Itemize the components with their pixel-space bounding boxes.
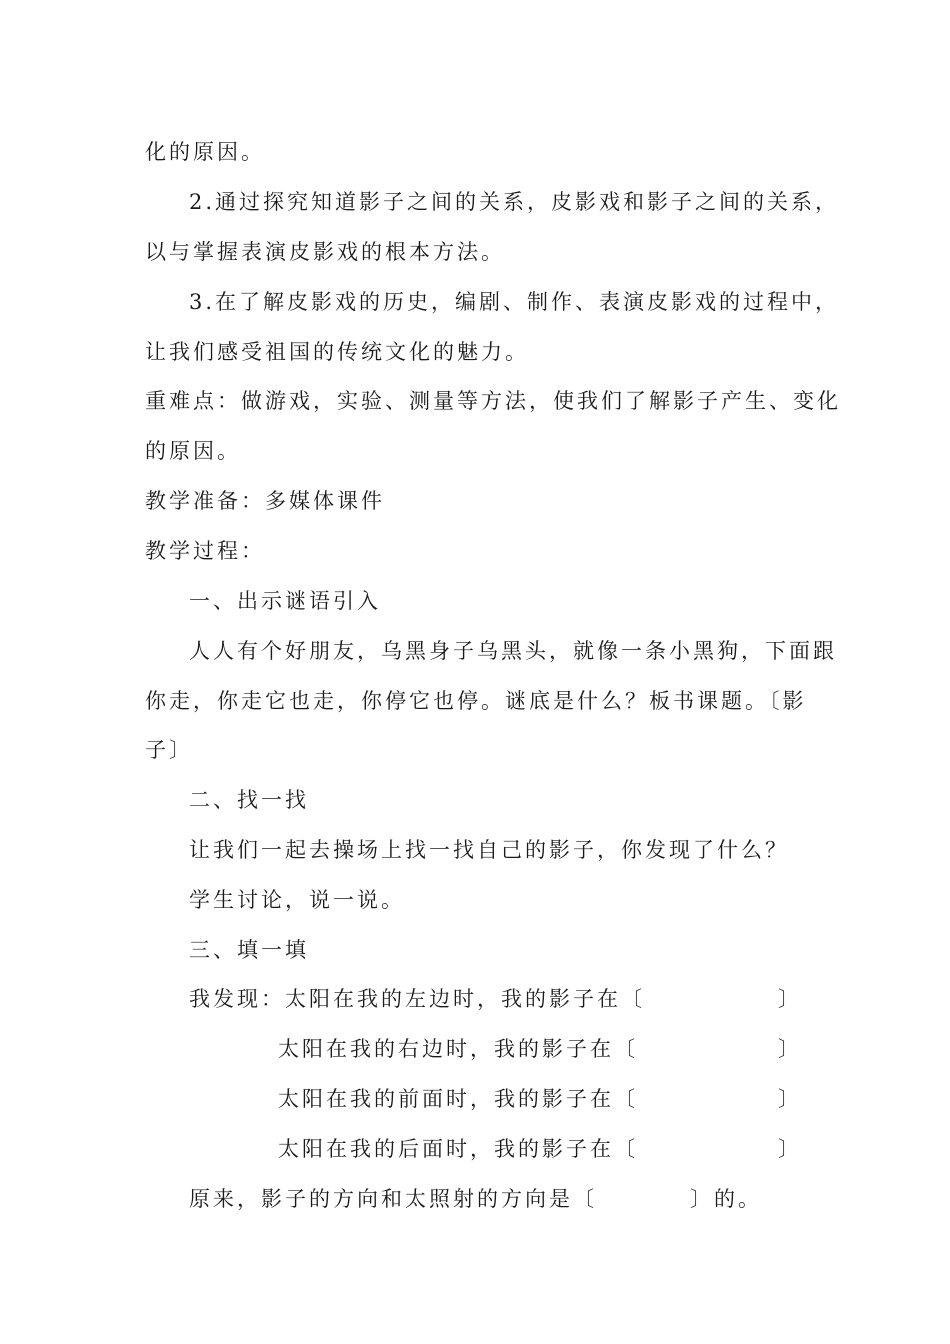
objective-item-2-line-1: 2.通过探究知道影子之间的关系，皮影戏和影子之间的关系，	[189, 190, 840, 214]
section-3-heading: 三、填一填	[189, 938, 309, 962]
riddle-line-2: 你走，你走它也走，你停它也停。谜底是什么？板书课题。〔影	[145, 689, 807, 713]
teaching-preparation: 教学准备：多媒体课件	[145, 489, 385, 513]
riddle-line-1: 人人有个好朋友，乌黑身子乌黑头，就像一条小黑狗，下面跟	[189, 639, 837, 663]
riddle-line-3: 子〕	[145, 738, 193, 762]
fill-blank-back-close: 〕	[778, 1137, 802, 1161]
key-points-line-2: 的原因。	[145, 439, 241, 463]
conclusion-end: 〕的。	[690, 1187, 762, 1211]
section-2-heading: 二、找一找	[189, 788, 309, 812]
section-2-discussion: 学生讨论，说一说。	[189, 888, 405, 912]
section-2-question: 让我们一起去操场上找一找自己的影子，你发现了什么？	[189, 838, 789, 862]
fill-blank-right: 太阳在我的右边时，我的影子在〔	[278, 1037, 638, 1061]
fill-blank-front: 太阳在我的前面时，我的影子在〔	[278, 1087, 638, 1111]
fill-blank-back: 太阳在我的后面时，我的影子在〔	[278, 1137, 638, 1161]
key-points-line-1: 重难点：做游戏，实验、测量等方法，使我们了解影子产生、变化	[145, 389, 841, 413]
conclusion-start: 原来，影子的方向和太照射的方向是〔	[189, 1187, 597, 1211]
section-1-heading: 一、出示谜语引入	[189, 589, 381, 613]
fill-blank-front-close: 〕	[778, 1087, 802, 1111]
objective-item-2-line-2: 以与掌握表演皮影戏的根本方法。	[145, 240, 505, 264]
objective-item-3-line-1: 3.在了解皮影戏的历史，编剧、制作、表演皮影戏的过程中，	[189, 290, 840, 314]
fill-blank-left: 我发现：太阳在我的左边时，我的影子在〔	[189, 987, 645, 1011]
fill-blank-right-close: 〕	[778, 1037, 802, 1061]
teaching-process-heading: 教学过程：	[145, 539, 265, 563]
objective-item-3-line-2: 让我们感受祖国的传统文化的魅力。	[145, 340, 529, 364]
fill-blank-left-close: 〕	[778, 987, 802, 1011]
objective-continuation: 化的原因。	[145, 140, 265, 164]
